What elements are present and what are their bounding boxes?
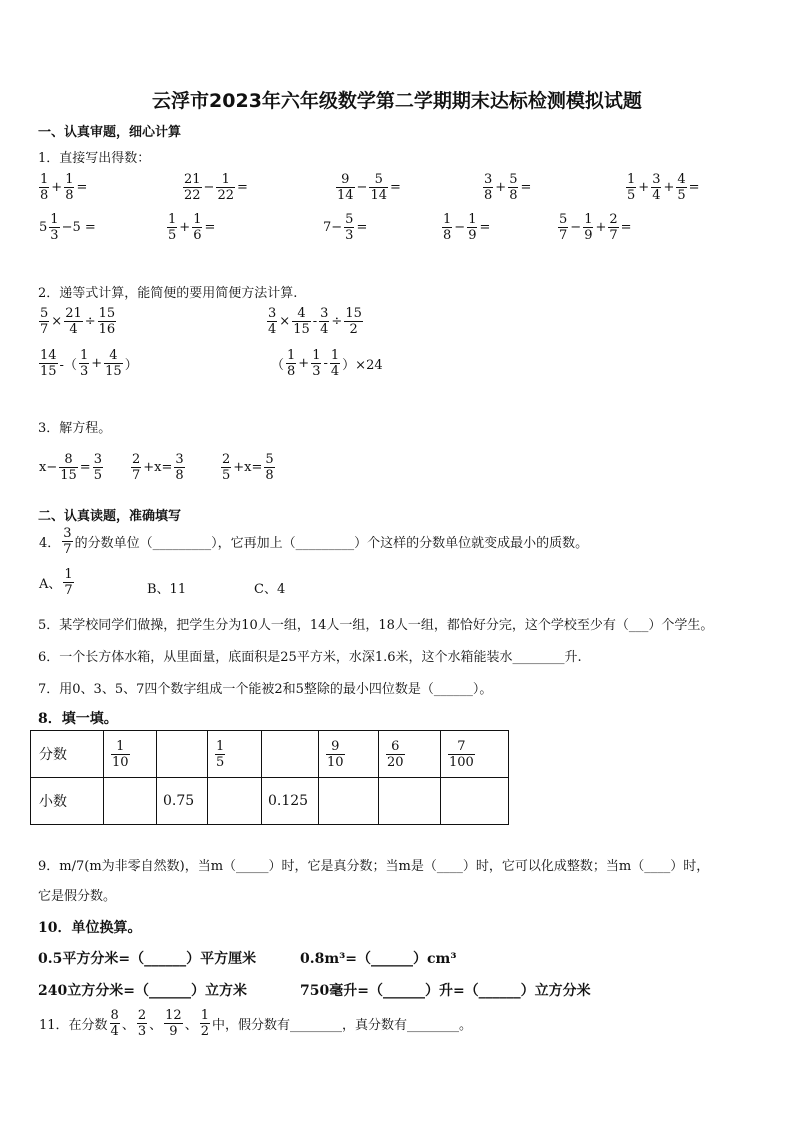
fraction: $\frac{9}{14}$	[337, 172, 354, 203]
q11-fraction: $\frac{1}{2}$	[200, 1008, 209, 1039]
q10-item: 0.5平方分米=（______）平方厘米	[38, 951, 257, 967]
table-cell	[104, 731, 157, 778]
q2-expr	[38, 306, 117, 337]
q1-expr	[557, 212, 633, 243]
q11-sep: 、	[121, 1018, 135, 1033]
q4-fraction: $\frac{3}{7}$	[63, 526, 72, 557]
q11-suffix: 中，假分数有________，真分数有________。	[211, 1018, 472, 1033]
fraction: $\frac{1}{8}$	[40, 172, 49, 203]
operator: +	[91, 356, 103, 371]
operator: ÷	[84, 314, 96, 329]
fraction: $\frac{8}{15}$	[60, 452, 77, 483]
fraction: $\frac{5}{7}$	[559, 212, 568, 243]
q8-label: 8．填一填。	[38, 711, 118, 727]
q11-sep: 、	[149, 1018, 163, 1033]
fraction: $\frac{3}{4}$	[652, 172, 661, 203]
operator: ）×24	[342, 358, 383, 373]
table-cell	[379, 778, 441, 825]
operator: （	[271, 358, 285, 373]
fraction: $\frac{1}{3}$	[312, 348, 321, 379]
fraction: $\frac{21}{4}$	[65, 306, 82, 337]
operator: −5 =	[61, 220, 96, 235]
operator: +	[298, 356, 310, 371]
operator: ）	[124, 358, 138, 373]
fraction: $\frac{4}{15}$	[105, 348, 122, 379]
q11-fraction: $\frac{2}{3}$	[137, 1008, 147, 1039]
fraction: $\frac{15}{2}$	[345, 306, 362, 337]
operator: −	[356, 180, 368, 195]
fraction: $\frac{2}{5}$	[222, 452, 231, 483]
operator: =	[688, 180, 700, 195]
q9-line-2: 它是假分数。	[38, 889, 117, 904]
table-cell	[441, 731, 509, 778]
q1-expr	[182, 172, 249, 203]
q2-expr	[266, 306, 364, 337]
fraction: $\frac{3}{8}$	[175, 452, 184, 483]
fraction: $\frac{3}{4}$	[268, 306, 277, 337]
q5: 5．某学校同学们做操，把学生分为10人一组，14人一组，18人一组，都恰好分完，这个学校至少有（___）个学生。	[38, 618, 714, 633]
fraction: $\frac{1}{3}$	[50, 212, 59, 243]
q7: 7．用0、3、5、7四个数字组成一个能被2和5整除的最小四位数是（______）。	[38, 682, 493, 697]
fraction: $\frac{1}{8}$	[287, 348, 296, 379]
table-cell	[208, 778, 262, 825]
table-cell	[157, 731, 208, 778]
fraction: $\frac{5}{8}$	[509, 172, 518, 203]
q10-item: 0.8m³=（______）cm³	[300, 951, 457, 967]
q1-expr	[482, 172, 532, 203]
fraction: $\frac{5}{8}$	[265, 452, 274, 483]
operator: +	[51, 180, 63, 195]
q1-expr	[441, 212, 491, 243]
fraction: $\frac{3}{8}$	[484, 172, 493, 203]
operator: =	[390, 180, 401, 195]
fraction: $\frac{5}{14}$	[370, 172, 387, 203]
q1-expr	[335, 172, 402, 203]
fraction: $\frac{1}{6}$	[193, 212, 202, 243]
q1-expr	[38, 212, 97, 243]
fraction: $\frac{1}{4}$	[330, 348, 340, 379]
q10-item: 240立方分米=（______）立方米	[38, 983, 247, 999]
fraction: $\frac{5}{3}$	[345, 212, 354, 243]
fraction: $\frac{9}{10}$	[327, 738, 344, 770]
operator: -（	[59, 358, 77, 373]
q3-equation	[38, 452, 104, 483]
operator: ÷	[331, 314, 343, 329]
q11-sep: 、	[184, 1018, 198, 1033]
fraction: $\frac{1}{5}$	[168, 212, 177, 243]
fraction: $\frac{14}{15}$	[40, 348, 57, 379]
table-cell	[208, 731, 262, 778]
fraction: $\frac{1}{8}$	[65, 172, 74, 203]
fraction: $\frac{4}{15}$	[293, 306, 310, 337]
operator: =	[356, 220, 368, 235]
table-cell: 0.75	[157, 778, 208, 825]
fraction: $\frac{1}{5}$	[627, 172, 636, 203]
table-cell	[319, 731, 379, 778]
fraction: $\frac{4}{5}$	[677, 172, 686, 203]
fraction: $\frac{1}{9}$	[468, 212, 477, 243]
q11-fraction: $\frac{8}{4}$	[110, 1008, 119, 1039]
fraction: $\frac{1}{3}$	[79, 348, 89, 379]
q4-option-c: C、4	[254, 582, 286, 597]
fraction: $\frac{1}{10}$	[112, 738, 129, 770]
table-cell	[319, 778, 379, 825]
q4	[38, 526, 589, 557]
q11-prefix: 11．在分数	[39, 1018, 108, 1033]
q4-option-a: A、	[39, 577, 62, 592]
fraction-decimal-table	[30, 730, 509, 825]
table-row	[31, 778, 509, 825]
fraction: $\frac{1}{22}$	[217, 172, 234, 203]
operator: =	[204, 220, 216, 235]
q11-fraction: $\frac{12}{9}$	[165, 1008, 182, 1039]
operator: +	[495, 180, 507, 195]
operator: +x=	[233, 460, 263, 475]
operator: =	[520, 180, 532, 195]
operator: =	[620, 220, 632, 235]
fraction: $\frac{6}{20}$	[387, 738, 404, 770]
q11	[38, 1008, 473, 1039]
operator: =	[237, 180, 248, 195]
operator: +	[595, 220, 607, 235]
table-header-fraction: 分数	[31, 731, 104, 778]
q4-option-a-fraction: $\frac{1}{7}$	[64, 567, 73, 598]
q4-num: 4．	[39, 536, 61, 551]
fraction: $\frac{1}{9}$	[584, 212, 593, 243]
operator: -	[323, 356, 328, 371]
operator: −	[570, 220, 582, 235]
table-header-decimal: 小数	[31, 778, 104, 825]
q2-label: 2．递等式计算，能简便的要用简便方法计算.	[38, 286, 298, 301]
q10-label: 10．单位换算。	[38, 920, 142, 936]
fraction: $\frac{1}{5}$	[216, 738, 225, 770]
fraction: $\frac{21}{22}$	[184, 172, 201, 203]
q6: 6．一个长方体水箱，从里面量，底面积是25平方米，水深1.6米，这个水箱能装水________升.	[38, 650, 582, 665]
operator: −	[454, 220, 466, 235]
q3-label: 3．解方程。	[38, 421, 112, 436]
page-title: 云浮市2023年六年级数学第二学期期末达标检测模拟试题	[152, 90, 642, 112]
table-cell: 0.125	[262, 778, 319, 825]
section-2-heading: 二、认真读题，准确填写	[38, 509, 182, 524]
q1-label: 1．直接写出得数：	[38, 151, 151, 166]
q3-equation	[220, 452, 276, 483]
table-cell	[104, 778, 157, 825]
operator: =	[76, 180, 88, 195]
fraction: $\frac{5}{7}$	[40, 306, 49, 337]
fraction: $\frac{3}{4}$	[320, 306, 329, 337]
q1-expr	[38, 172, 88, 203]
table-cell	[262, 731, 319, 778]
table-cell	[441, 778, 509, 825]
operator: ×	[279, 314, 291, 329]
operator: -	[312, 314, 318, 329]
fraction: $\frac{2}{7}$	[609, 212, 618, 243]
operator: 7−	[323, 220, 343, 235]
q2-expr	[38, 348, 139, 379]
q2-expr	[270, 348, 384, 379]
operator: +	[179, 220, 191, 235]
operator: =	[79, 460, 91, 475]
operator: +	[663, 180, 675, 195]
q1-expr	[166, 212, 216, 243]
operator: +x=	[143, 460, 173, 475]
operator: =	[479, 220, 491, 235]
q1-expr	[322, 212, 368, 243]
q4-options	[38, 567, 75, 598]
fraction: $\frac{7}{100}$	[449, 738, 474, 770]
q4-text: 的分数单位（_________），它再加上（_________）个这样的分数单位就变成最小的质数。	[74, 536, 589, 551]
operator: +	[638, 180, 650, 195]
operator: x−	[39, 460, 58, 475]
fraction: $\frac{1}{8}$	[443, 212, 452, 243]
section-1-heading: 一、认真审题，细心计算	[38, 125, 182, 140]
fraction: $\frac{2}{7}$	[132, 452, 141, 483]
operator: −	[203, 180, 215, 195]
q1-expr	[625, 172, 701, 203]
q9-line-1: 9．m/7(m为非零自然数)，当m（_____）时，它是真分数；当m是（____）时，它可以化成整数；当m（____）时，	[38, 859, 710, 874]
table-row	[31, 731, 509, 778]
operator: ×	[51, 314, 63, 329]
table-cell	[379, 731, 441, 778]
q4-option-b: B、11	[147, 582, 187, 597]
q3-equation	[130, 452, 186, 483]
fraction: $\frac{3}{5}$	[93, 452, 102, 483]
operator: 5	[39, 220, 48, 235]
fraction: $\frac{15}{16}$	[98, 306, 116, 337]
q10-item: 750毫升=（______）升=（______）立方分米	[300, 983, 591, 999]
